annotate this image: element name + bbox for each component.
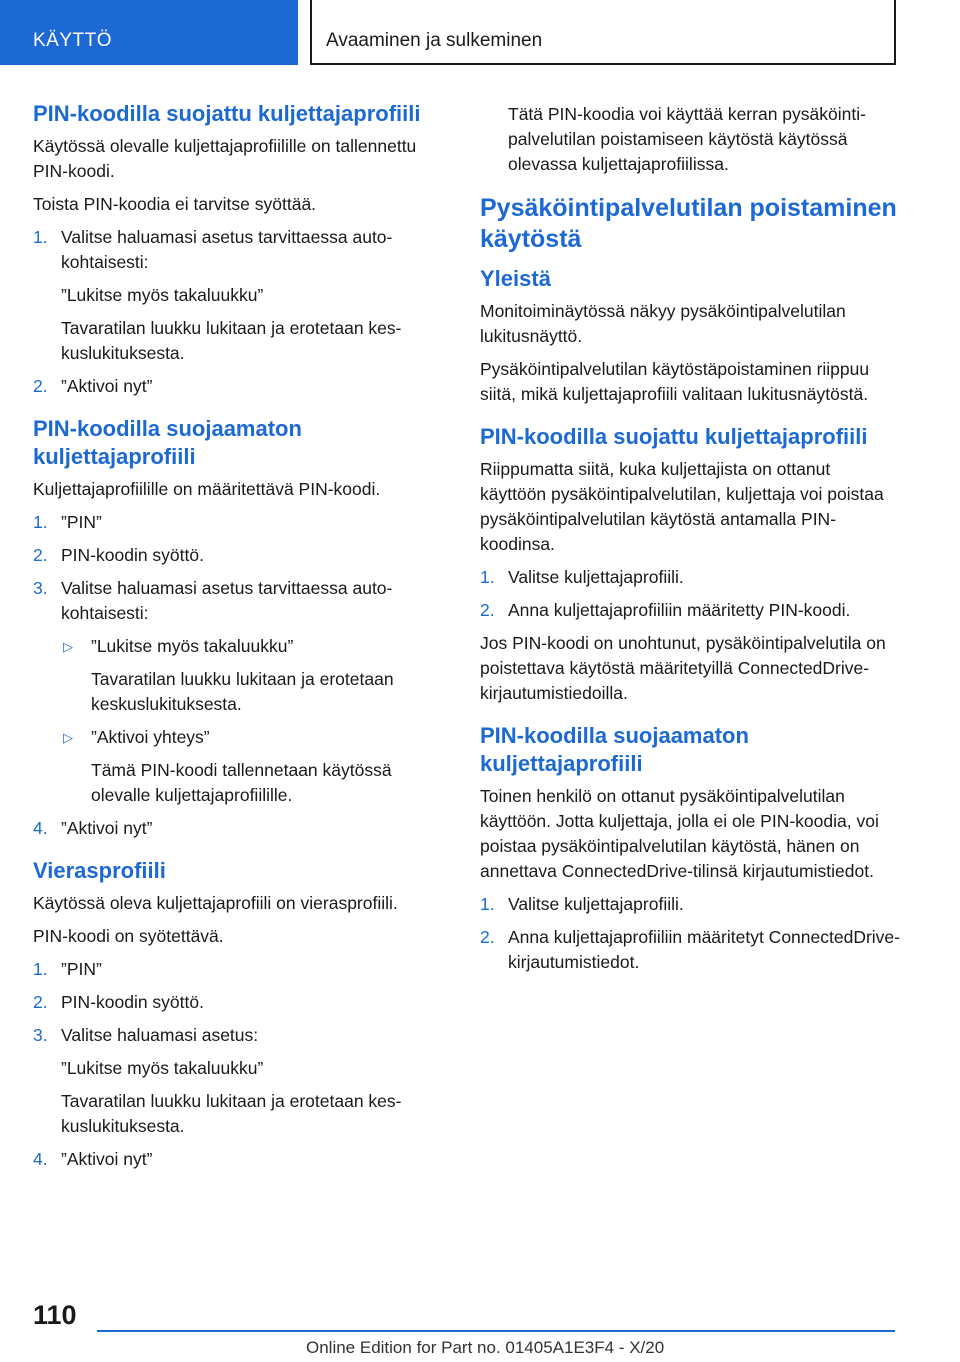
option-name: ”Aktivoi yhteys” xyxy=(91,727,210,747)
list-item xyxy=(480,598,900,623)
option-desc: Tavaratilan luukku lukitaan ja erotetaan keskuslukituksesta. xyxy=(61,1091,402,1136)
step-list xyxy=(480,892,900,975)
option-desc: Tämä PIN-koodi tallennetaan käytössä olevalle kuljettajaprofiilille. xyxy=(91,760,392,805)
heading: PIN-koodilla suojaamaton kuljettajaprofiili xyxy=(33,416,302,469)
step-text: ”PIN” xyxy=(61,512,102,532)
list-item xyxy=(480,565,900,590)
list-item xyxy=(480,925,900,975)
step-text: Anna kuljettajaprofiiliin määritetyt ConnectedDrive-kirjautumistiedot. xyxy=(508,927,900,972)
step-number: 1. xyxy=(33,512,48,532)
section-guest-profile xyxy=(33,857,453,1172)
paragraph: Monitoiminäytössä näkyy pysäköintipalvelutilan lukitusnäyttö. xyxy=(480,301,846,346)
step-text: ”PIN” xyxy=(61,959,102,979)
chapter-title: Avaaminen ja sulkeminen xyxy=(326,30,543,51)
option-name: ”Lukitse myös takaluukku” xyxy=(61,1058,264,1078)
footer-edition: Online Edition for Part no. 01405A1E3F4 - X/20 xyxy=(306,1338,665,1357)
step-list xyxy=(480,565,900,623)
step-number: 3. xyxy=(33,578,48,598)
list-item xyxy=(33,510,453,535)
step-number: 1. xyxy=(480,894,495,914)
step-number: 1. xyxy=(33,959,48,979)
section-pin-protected xyxy=(480,423,900,706)
step-text: Valitse kuljettajaprofiili. xyxy=(508,567,684,587)
step-text: ”Aktivoi nyt” xyxy=(61,818,153,838)
step-list xyxy=(33,510,453,841)
bullet-item xyxy=(61,725,453,808)
section-general xyxy=(480,265,900,407)
paragraph: PIN-koodi on syötettävä. xyxy=(33,926,224,946)
option-name: ”Lukitse myös takaluukku” xyxy=(61,285,264,305)
list-item xyxy=(480,892,900,917)
heading: Vierasprofiili xyxy=(33,858,166,883)
right-column xyxy=(480,102,900,983)
heading: Yleistä xyxy=(480,266,551,291)
chapter-tab xyxy=(310,0,896,65)
paragraph: Kuljettajaprofiilille on määritettävä PIN-koodi. xyxy=(33,479,381,499)
step-list xyxy=(33,225,453,399)
paragraph: Riippumatta siitä, kuka kuljettajista on ottanut käyttöön pysäköintipalvelutilan, kuljettaja voi poistaa pysäköintipalvelutilan käytöstä antamalla PIN-koodinsa. xyxy=(480,459,884,554)
step-text: Valitse kuljettajaprofiili. xyxy=(508,894,684,914)
step-text: ”Aktivoi nyt” xyxy=(61,1149,153,1169)
step-text: Valitse haluamasi asetus: xyxy=(61,1025,259,1045)
step-text: Valitse haluamasi asetus tarvittaessa autokohtaisesti: xyxy=(61,578,393,623)
step-number: 2. xyxy=(480,927,495,947)
step-number: 2. xyxy=(33,992,48,1012)
list-item xyxy=(33,225,453,366)
paragraph: Toista PIN-koodia ei tarvitse syöttää. xyxy=(33,194,317,214)
list-item xyxy=(33,543,453,568)
step-list xyxy=(33,957,453,1172)
option-name: ”Lukitse myös takaluukku” xyxy=(91,636,294,656)
paragraph: Pysäköintipalvelutilan käytöstäpoistaminen riippuu siitä, mikä kuljettajaprofiili valitaan lukitusnäytöstä. xyxy=(480,359,870,404)
footer-divider xyxy=(97,1330,895,1332)
step-text: Anna kuljettajaprofiiliin määritetty PIN-koodi. xyxy=(508,600,851,620)
step-text: PIN-koodin syöttö. xyxy=(61,992,204,1012)
left-column xyxy=(33,100,453,1180)
list-item xyxy=(33,374,453,399)
paragraph: Käytössä olevalle kuljettajaprofiilille on tallennettu PIN-koodi. xyxy=(33,136,417,181)
main-heading: Pysäköintipalvelutilan poistaminen käytöstä xyxy=(480,194,897,253)
section-title: KÄYTTÖ xyxy=(33,30,113,51)
list-item xyxy=(33,1147,453,1172)
page-number: 110 xyxy=(33,1300,77,1330)
heading: PIN-koodilla suojattu kuljettajaprofiili xyxy=(33,101,421,126)
section-pin-protected xyxy=(33,100,453,399)
step-text: Valitse haluamasi asetus tarvittaessa autokohtaisesti: xyxy=(61,227,393,272)
option-desc: Tavaratilan luukku lukitaan ja erotetaan keskuslukituksesta. xyxy=(91,669,394,714)
step-number: 2. xyxy=(33,376,48,396)
triangle-bullet-icon: ▷ xyxy=(63,639,73,654)
step-text: PIN-koodin syöttö. xyxy=(61,545,204,565)
list-item xyxy=(33,957,453,982)
bullet-item xyxy=(61,634,453,717)
continued-paragraph: Tätä PIN-koodia voi käyttää kerran pysäköintipalvelutilan poistamiseen käytöstä käytössä olevassa kuljettajaprofiilissa. xyxy=(508,104,866,174)
step-number: 2. xyxy=(480,600,495,620)
step-text: ”Aktivoi nyt” xyxy=(61,376,153,396)
section-pin-unprotected xyxy=(480,722,900,975)
step-number: 4. xyxy=(33,818,48,838)
heading: PIN-koodilla suojaamaton kuljettajaprofiili xyxy=(480,723,749,776)
step-number: 2. xyxy=(33,545,48,565)
step-number: 3. xyxy=(33,1025,48,1045)
step-number: 1. xyxy=(33,227,48,247)
heading: PIN-koodilla suojattu kuljettajaprofiili xyxy=(480,424,868,449)
triangle-bullet-icon: ▷ xyxy=(63,730,73,745)
section-pin-unprotected xyxy=(33,415,453,841)
section-valet-disable xyxy=(480,193,900,255)
paragraph: Käytössä oleva kuljettajaprofiili on vierasprofiili. xyxy=(33,893,398,913)
paragraph: Toinen henkilö on ottanut pysäköintipalvelutilan käyttöön. Jotta kuljettaja, jolla ei ole PIN-koodia, voi poistaa pysäköintipalvelutilan käytöstä, hänen on annettava ConnectedDrive-tilinsä kirjautumistiedot. xyxy=(480,786,879,881)
list-item xyxy=(33,576,453,808)
list-item xyxy=(33,1023,453,1139)
section-tab xyxy=(0,0,298,65)
step-number: 4. xyxy=(33,1149,48,1169)
option-desc: Tavaratilan luukku lukitaan ja erotetaan keskuslukituksesta. xyxy=(61,318,402,363)
list-item xyxy=(33,816,453,841)
paragraph: Jos PIN-koodi on unohtunut, pysäköintipalvelutila on poistettava käytöstä määritetyillä ConnectedDrive-kirjautumistiedoilla. xyxy=(480,633,886,703)
step-number: 1. xyxy=(480,567,495,587)
list-item xyxy=(33,990,453,1015)
